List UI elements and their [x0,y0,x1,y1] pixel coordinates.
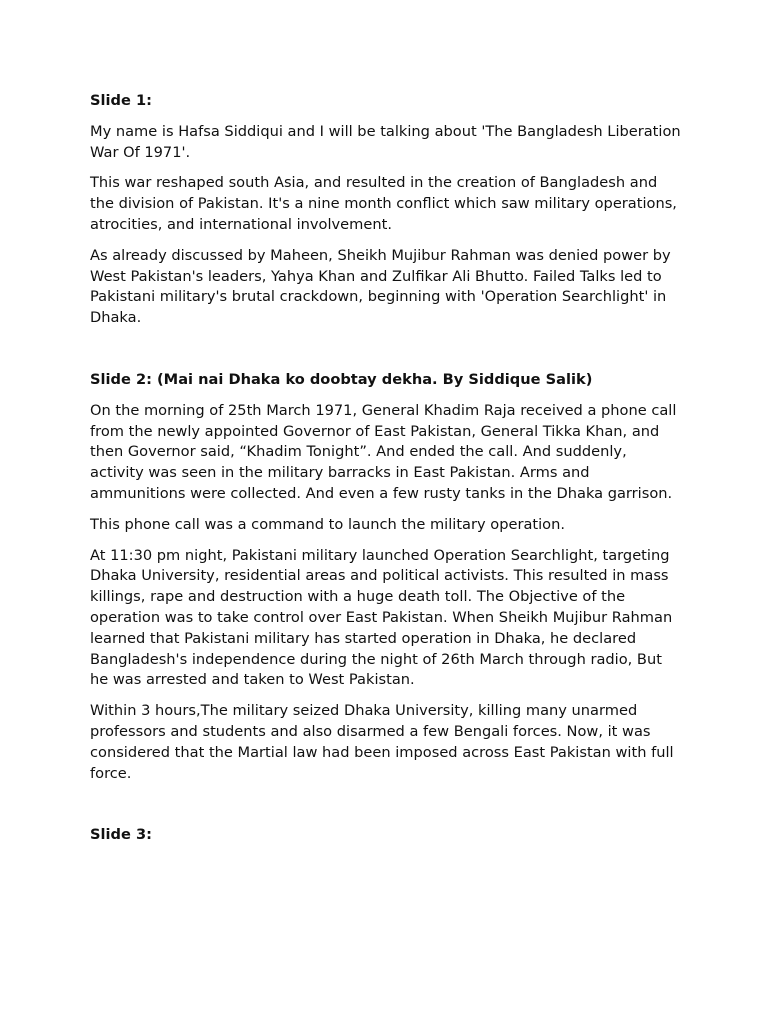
slide-1-paragraph-1: My name is Hafsa Siddiqui and I will be talking about 'The Bangladesh Liberation War Of 1971'. [90,122,681,161]
slide-1-paragraph-3: As already discussed by Maheen, Sheikh Mujibur Rahman was denied power by West Pakistan's leaders, Yahya Khan and Zulfikar Ali Bhutto. Failed Talks led to Pakistani military's brutal crackdown, beginning with 'Operation Searchlight' in Dhaka. [90,246,671,327]
slide-2-heading: Slide 2: (Mai nai Dhaka ko doobtay dekha. By Siddique Salik) [90,370,593,388]
slide-3-heading: Slide 3: [90,826,152,844]
slide-2-paragraph-3: At 11:30 pm night, Pakistani military launched Operation Searchlight, targeting Dhaka University, residential areas and political activists. This resulted in mass killings, rape and destruction with a huge death toll. The Objective of the operation was to take control over East Pakistan. When Sheikh Mujibur Rahman learned that Pakistani military has started operation in Dhaka, he declared Bangladesh's independence during the night of 26th March through radio, But he was arrested and taken to West Pakistan. [90,546,673,689]
section-spacer [90,339,682,370]
document-body [90,91,682,856]
slide-2-paragraph-2: This phone call was a command to launch the military operation. [90,515,565,533]
slide-2-paragraph-4: Within 3 hours,The military seized Dhaka University, killing many unarmed professors and students and also disarmed a few Bengali forces. Now, it was considered that the Martial law had been imposed across East Pakistan with full force. [90,702,674,782]
slide-1-heading: Slide 1: [90,92,152,109]
section-spacer [90,794,682,825]
slide-1-paragraph-2: This war reshaped south Asia, and resulted in the creation of Bangladesh and the division of Pakistan. It's a nine month conflict which saw military operations, atrocities, and international involvement. [90,174,677,233]
slide-2-paragraph-1: On the morning of 25th March 1971, General Khadim Raja received a phone call from the newly appointed Governor of East Pakistan, General Tikka Khan, and then Governor said, “Khadim Tonight”. And ended the call. And suddenly, activity was seen in the military barracks in East Pakistan. Arms and ammunitions were collected. And even a few rusty tanks in the Dhaka garrison. [90,401,677,502]
